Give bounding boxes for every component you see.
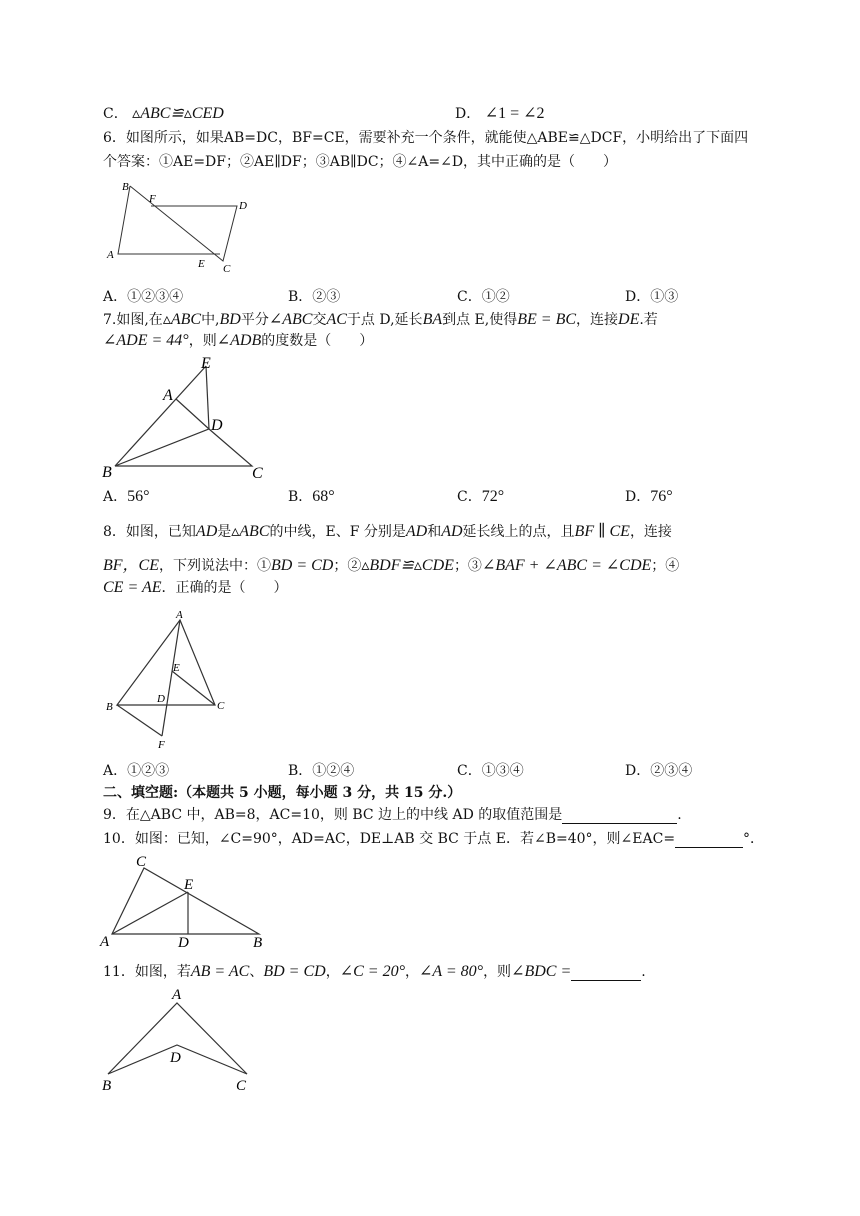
q10-figure	[100, 852, 280, 952]
q8-option-a-label: A．	[103, 763, 128, 779]
q7-label-a: A	[163, 387, 173, 404]
q11-math-angle-bdc: ∠BDC =	[511, 963, 572, 980]
q6-option-c	[457, 288, 510, 306]
q8-text-1: 8．如图，已知	[103, 524, 196, 540]
q8-option-a-text: ①②③	[127, 763, 170, 779]
q8-text-2: 是	[217, 524, 232, 540]
q7-text-8: .若	[639, 312, 658, 328]
q7-option-c-text: 72°	[481, 488, 505, 505]
q6-option-d	[625, 288, 678, 306]
q8-option-d	[625, 762, 692, 780]
q8-option-d-label: D．	[625, 763, 651, 779]
q11-math-bd-cd: BD = CD	[263, 963, 326, 980]
q10-label-e: E	[184, 877, 194, 893]
q11-text-1: 11．如图，若	[103, 964, 191, 980]
q7-math-be-bc: BE = BC	[517, 311, 577, 328]
q8-math-ad-1: AD	[195, 523, 218, 540]
q8-math-abc: ▵ABC	[231, 523, 270, 540]
q8-option-c-label: C．	[457, 763, 482, 779]
q11-line	[103, 963, 646, 981]
q6-option-b-text: ②③	[312, 289, 341, 305]
q6-option-b-label: B．	[288, 289, 313, 305]
q8-text-5: 延长线上的点，且	[462, 524, 575, 540]
q6-option-a	[103, 288, 183, 306]
q8-math-bf-ce: BF，CE	[103, 557, 159, 574]
q9-text: 9．在△ABC 中，AB=8，AC=10，则 BC 边上的中线 AD 的取值范围是	[103, 807, 563, 823]
q8-text-3: 的中线，E、F 分别是	[269, 524, 406, 540]
q5-option-d-label: D．	[455, 106, 481, 122]
q11-figure	[100, 985, 270, 1095]
q8-option-b-text: ①②④	[312, 763, 355, 779]
q7-math-ac: AC	[326, 311, 347, 328]
q7-label-e: E	[201, 355, 211, 372]
q7-math-ba: BA	[422, 311, 443, 328]
q11-label-c: C	[236, 1078, 247, 1094]
q6-line1: 6．如图所示，如果AB=DC，BF=CE，需要补充一个条件，就能使△ABE≌△DCF，小明给出了下面四	[103, 130, 749, 146]
q8-text-4: 和	[427, 524, 442, 540]
q10-end: °．	[743, 831, 765, 847]
q7-option-c	[457, 488, 504, 506]
q9-answer-blank[interactable]	[562, 809, 677, 824]
q8-line2	[103, 557, 679, 575]
q7-text-9: ，则	[188, 333, 217, 349]
q7-text-7: ，连接	[576, 312, 619, 328]
q7-text-4: 交	[312, 312, 327, 328]
q6-label-c: C	[223, 263, 231, 275]
q7-math-abc: ▵ABC	[162, 311, 202, 328]
q8-figure	[100, 606, 240, 756]
q8-text-8: ；②	[333, 558, 362, 574]
q7-text-2: 中,	[201, 312, 220, 328]
q6-label-f: F	[149, 193, 156, 205]
q7-math-bd: BD	[219, 311, 241, 328]
q8-label-f: F	[158, 739, 165, 751]
q7-line2	[103, 332, 373, 350]
q7-math-de: DE	[618, 311, 640, 328]
q6-option-b	[288, 288, 340, 306]
q10-label-c: C	[136, 854, 147, 870]
q6-label-b: B	[122, 181, 129, 193]
q7-text-6: 到点 E,使得	[442, 312, 518, 328]
q11-label-d: D	[170, 1050, 181, 1066]
q11-answer-blank[interactable]	[571, 966, 641, 981]
q8-math-ad-2: AD	[405, 523, 428, 540]
q8-math-angle-sum: ∠BAF + ∠ABC = ∠CDE	[481, 557, 652, 574]
q11-math-ab-ac: AB = AC	[190, 963, 250, 980]
q8-math-congruent: ▵BDF≌▵CDE	[361, 557, 454, 574]
q6-option-c-text: ①②	[481, 289, 510, 305]
q7-figure	[100, 352, 280, 482]
q7-option-b-label: B．	[288, 489, 313, 505]
q10-text: 10．如图：已知，∠C=90°，AD=AC，DE⊥AB 交 BC 于点 E．若∠B=40°，则∠EAC=	[103, 831, 676, 847]
q8-text-9: ；③	[453, 558, 482, 574]
q5-option-d	[455, 105, 545, 123]
q8-text-11: ．正确的是（ ）	[161, 580, 288, 596]
q11-text-5: ，则	[483, 964, 512, 980]
q11-math-angle-c: ∠C = 20°	[339, 963, 405, 980]
q7-option-a	[103, 488, 150, 506]
q8-text-10: ；④	[651, 558, 680, 574]
q7-label-b: B	[102, 464, 112, 481]
q8-label-d: D	[157, 693, 165, 705]
q7-math-angle-adb: ∠ADB	[216, 332, 262, 349]
q5-option-c-label: C．	[103, 106, 128, 122]
q8-line3	[103, 579, 288, 597]
q6-label-e: E	[198, 258, 205, 270]
q7-option-d-label: D．	[625, 489, 651, 505]
q8-math-ad-3: AD	[441, 523, 463, 540]
q7-text-5: 于点 D,延长	[346, 312, 423, 328]
q7-label-c: C	[252, 465, 263, 482]
q7-option-a-text: 56°	[127, 488, 150, 505]
q10-answer-blank[interactable]	[675, 833, 743, 848]
q8-option-b-label: B．	[288, 763, 313, 779]
q8-label-a: A	[176, 609, 183, 621]
q11-math-angle-a: ∠A = 80°	[418, 963, 484, 980]
q6-figure	[100, 178, 260, 278]
q6-option-d-label: D．	[625, 289, 651, 305]
q8-label-e: E	[173, 662, 180, 674]
q8-option-c-text: ①③④	[481, 763, 524, 779]
q6-option-d-text: ①③	[650, 289, 679, 305]
q7-label-d: D	[211, 417, 223, 434]
q8-option-d-text: ②③④	[650, 763, 693, 779]
q8-option-b	[288, 762, 354, 780]
q8-label-b: B	[106, 701, 113, 713]
q8-text-7: ，下列说法中：①	[159, 558, 271, 574]
q7-text-10: 的度数是（ ）	[261, 333, 374, 349]
q7-text-3: 平分	[240, 312, 269, 328]
q11-label-b: B	[102, 1078, 112, 1094]
q7-option-c-label: C．	[457, 489, 482, 505]
q5-option-c	[103, 105, 224, 123]
q10-label-b: B	[253, 935, 263, 951]
q10-label-d: D	[178, 935, 189, 951]
q7-option-d	[625, 488, 673, 506]
q8-math-ce-ae: CE = AE	[103, 579, 162, 596]
q5-option-d-text: ∠1 = ∠2	[484, 105, 545, 122]
q11-label-a: A	[172, 987, 182, 1003]
q8-text-6: ，连接	[629, 524, 672, 540]
q11-end: .	[641, 964, 646, 980]
q11-text-2: 、	[249, 964, 264, 980]
section-heading: 二、填空题:（本题共 5 小题，每小题 3 分，共 15 分.）	[103, 785, 462, 801]
q5-option-c-text: ▵ABC≌▵CED	[132, 105, 224, 122]
q7-option-b-text: 68°	[312, 488, 335, 505]
q6-option-a-text: ①②③④	[127, 289, 184, 305]
q7-math-angle-abc: ∠ABC	[268, 311, 313, 328]
q9-line	[103, 806, 682, 824]
q8-math-bf-par-ce: BF ∥ CE	[574, 523, 630, 540]
q7-text-1: 7.如图,在	[103, 312, 163, 328]
q7-math-angle-ade: ∠ADE = 44°	[103, 332, 189, 349]
q8-math-bd-cd: BD = CD	[271, 557, 334, 574]
q7-option-b	[288, 488, 335, 506]
q7-line1	[103, 311, 658, 329]
q7-option-a-label: A．	[103, 489, 128, 505]
q8-option-c	[457, 762, 524, 780]
q9-end: .	[677, 807, 682, 823]
q6-line2: 个答案：①AE=DF；②AE∥DF；③AB∥DC；④∠A=∠D，其中正确的是（ ）	[103, 154, 618, 170]
q6-label-d: D	[239, 200, 247, 212]
q8-line1	[103, 523, 672, 541]
q6-option-a-label: A．	[103, 289, 128, 305]
q10-label-a: A	[100, 934, 110, 950]
q10-line	[103, 830, 764, 848]
q7-option-d-text: 76°	[650, 488, 673, 505]
q11-text-4: ，	[404, 964, 419, 980]
q8-option-a	[103, 762, 169, 780]
q6-option-c-label: C．	[457, 289, 482, 305]
q6-label-a: A	[107, 249, 114, 261]
q8-label-c: C	[217, 700, 225, 712]
q11-text-3: ，	[325, 964, 340, 980]
